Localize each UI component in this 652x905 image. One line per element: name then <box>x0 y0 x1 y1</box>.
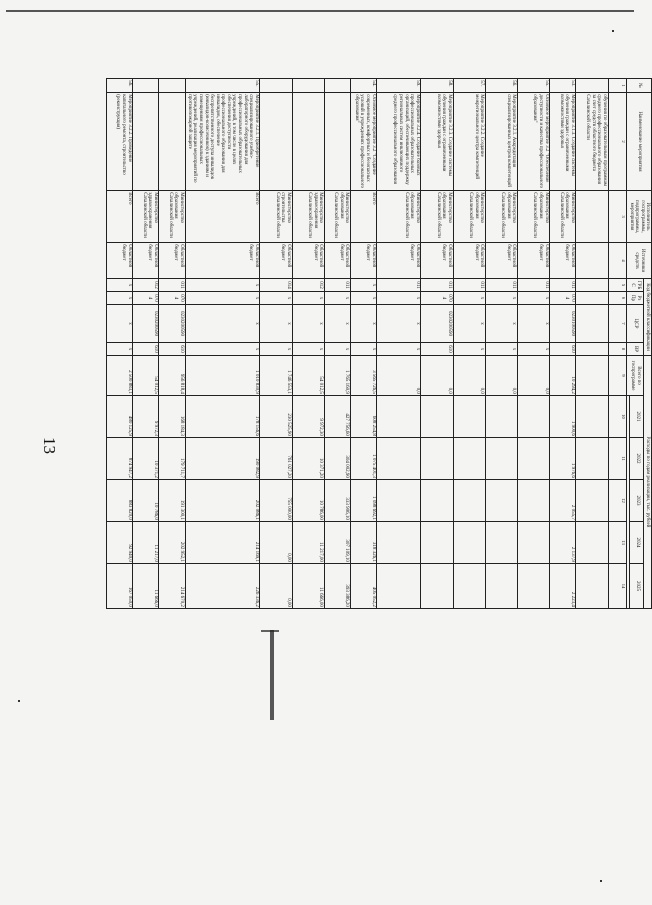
row-2022: 190 082,9 <box>185 438 260 480</box>
row-grbs: 011 <box>485 279 517 292</box>
row-total: 0,0 <box>485 356 517 396</box>
table-row <box>421 79 453 609</box>
row-2022 <box>485 438 517 480</box>
row-total: 1 746 553,1 <box>260 356 292 396</box>
row-total: 1 010 830,9 <box>185 356 260 396</box>
row-grbs <box>576 279 608 292</box>
row-total: 0,0 <box>377 356 421 396</box>
row-total: 0,0 <box>421 356 453 396</box>
row-number: 53. <box>550 79 576 93</box>
table-row <box>159 79 185 609</box>
row-2023: 883 820,0 <box>107 480 133 522</box>
row-source <box>576 243 608 279</box>
row-2022: 179 711,7 <box>159 438 185 480</box>
row-vr: х <box>517 343 549 356</box>
row-number: 54. <box>351 79 377 93</box>
header-spacer <box>627 396 630 609</box>
row-2021: 178 156,6 <box>185 396 260 438</box>
row-source: Областной бюджет <box>292 243 324 279</box>
header-year: 2021 <box>630 396 644 438</box>
row-number <box>576 79 608 93</box>
row-responsible: Министерство образования Сахалинской области <box>159 191 185 243</box>
table-row <box>517 79 549 609</box>
row-name: обучения по образовательным программам среднего профессионального образования за счет средств областного бюджета Сахалинской области <box>576 93 608 191</box>
column-number: 5 <box>608 279 627 292</box>
row-2021: 230 525,90 <box>260 396 292 438</box>
row-source: Областной бюджет <box>485 243 517 279</box>
row-csr: 0230200590 <box>159 305 185 343</box>
row-2025: 11 666,0 <box>133 564 159 609</box>
row-2023: 1 098 692,1 <box>351 480 377 522</box>
row-vr: х <box>485 343 517 356</box>
column-number: 11 <box>608 438 627 480</box>
row-2023: 333 906,10 <box>324 480 350 522</box>
row-source: Областной бюджет <box>185 243 260 279</box>
row-grbs: 011 <box>421 279 453 292</box>
row-2022 <box>377 438 421 480</box>
row-source: Областной бюджет <box>351 243 377 279</box>
row-responsible: Министерство образования Сахалинской области <box>550 191 576 243</box>
scan-speck <box>612 30 614 32</box>
row-source: Областной бюджет <box>377 243 421 279</box>
row-rzpr: 0704 <box>159 292 185 305</box>
row-number: 55. <box>185 79 260 93</box>
row-name: Мероприятие 3.2.1. Аккредитация специализированных центров компетенций <box>485 93 517 191</box>
row-vr: 610 <box>550 343 576 356</box>
row-2024: 318 326,1 <box>351 522 377 564</box>
row-2025: 226 336,2 <box>185 564 260 609</box>
row-2024 <box>421 522 453 564</box>
row-2023: 10 786,00 <box>292 480 324 522</box>
row-2024 <box>485 522 517 564</box>
row-rzpr: 0704 <box>550 292 576 305</box>
row-csr: х <box>453 305 485 343</box>
row-vr: х <box>453 343 485 356</box>
row-csr: х <box>351 305 377 343</box>
column-number: 4 <box>608 243 627 279</box>
column-number: 10 <box>608 396 627 438</box>
header-year: 2023 <box>630 480 644 522</box>
row-2022: 10 371,20 <box>292 438 324 480</box>
row-number <box>159 79 185 93</box>
row-name <box>292 93 324 191</box>
row-2024: 0,00 <box>260 522 292 564</box>
row-2024: 2 137,9 <box>550 522 576 564</box>
column-number: 2 <box>608 93 627 191</box>
row-2021 <box>576 396 608 438</box>
row-vr: х <box>292 343 324 356</box>
row-csr <box>576 305 608 343</box>
row-responsible: Министерство здравоохранения Сахалинской области <box>292 191 324 243</box>
table-row <box>453 79 485 609</box>
row-name: Мероприятие 3.2.1. Приобретение специализированного учебно-лабораторного оборудования для профессиональных образовательных учреждений, в том числе в целях обеспечения доступности профессионального образования для инвалидов, обеспечение беспрепятственного доступа инвалидов (инвалидов-колясочников) к зданиям и помещениям профессиональных учреждений, реализация мероприятий по противопожарной защите <box>185 93 260 191</box>
row-responsible: Всего <box>351 191 377 243</box>
row-total: 0,0 <box>517 356 549 396</box>
row-grbs: х <box>107 279 133 292</box>
row-2024 <box>517 522 549 564</box>
row-rzpr: х <box>292 292 324 305</box>
row-2025 <box>485 564 517 609</box>
row-2024: 202 952,1 <box>159 522 185 564</box>
column-number: 9 <box>608 356 627 396</box>
row-rzpr: х <box>485 292 517 305</box>
row-2022 <box>576 438 608 480</box>
row-2023 <box>453 480 485 522</box>
row-2021 <box>453 396 485 438</box>
row-2025 <box>517 564 549 609</box>
row-2024: 214 169,1 <box>185 522 260 564</box>
row-name <box>324 93 350 191</box>
row-2024: 307 109,10 <box>324 522 350 564</box>
row-number <box>292 79 324 93</box>
row-responsible: Министерство строительства Сахалинской области <box>260 191 292 243</box>
row-2022 <box>517 438 549 480</box>
row-2021: 168 184,3 <box>159 396 185 438</box>
table-row <box>292 79 324 609</box>
row-name: Мероприятие 3.2.2. Проведение капитального ремонта, строительство (реконструкция) <box>107 93 133 191</box>
row-2023: 202 086,1 <box>185 480 260 522</box>
row-responsible: Министерство образования Сахалинской области <box>485 191 517 243</box>
row-2021: 608 254,8 <box>351 396 377 438</box>
row-2024 <box>453 522 485 564</box>
row-total: 956 818,4 <box>159 356 185 396</box>
column-number: 13 <box>608 522 627 564</box>
row-2023: 755 000,00 <box>260 480 292 522</box>
header-spending-group: Расходы по годам реализации, тыс. рублей <box>644 356 652 609</box>
table-row <box>576 79 608 609</box>
row-grbs: 011 <box>453 279 485 292</box>
row-vr: х <box>324 343 350 356</box>
row-number: 58. <box>421 79 453 93</box>
row-rzpr: х <box>185 292 260 305</box>
row-2025: 0,00 <box>260 564 292 609</box>
row-number: 57. <box>453 79 485 93</box>
row-2022: 1 075 401,3 <box>351 438 377 480</box>
row-total: 3 565 726,5 <box>351 356 377 396</box>
row-vr: 610 <box>133 343 159 356</box>
header-grbs: ГРБС <box>627 279 644 292</box>
row-source: Областной бюджет <box>324 243 350 279</box>
row-2025 <box>421 564 453 609</box>
row-2023 <box>421 480 453 522</box>
row-grbs: 011 <box>159 279 185 292</box>
table-row <box>550 79 576 609</box>
row-total <box>576 356 608 396</box>
row-responsible <box>576 191 608 243</box>
table-row <box>260 79 292 609</box>
row-source: Областной бюджет <box>453 243 485 279</box>
row-number <box>260 79 292 93</box>
row-grbs: 014 <box>260 279 292 292</box>
row-2025: 167 050,0 <box>107 564 133 609</box>
table-row <box>377 79 421 609</box>
row-vr: 610 <box>159 343 185 356</box>
row-responsible: Министерство образования Сахалинской области <box>324 191 350 243</box>
row-grbs: 011 <box>324 279 350 292</box>
row-rzpr: х <box>107 292 133 305</box>
row-rzpr: х <box>453 292 485 305</box>
row-total: 0,0 <box>453 356 485 396</box>
row-2024 <box>576 522 608 564</box>
row-2022: 761 027,20 <box>260 438 292 480</box>
row-2025: 214 670,2 <box>159 564 185 609</box>
row-source: Областной бюджет <box>550 243 576 279</box>
row-number <box>133 79 159 93</box>
row-grbs: х <box>351 279 377 292</box>
header-year: 2025 <box>630 564 644 609</box>
row-name: Мероприятие 3.1.3. Создание системы обучения граждан с ограниченными возможностями здоровья <box>550 93 576 191</box>
row-2024: 92 940,0 <box>107 522 133 564</box>
row-csr: х <box>292 305 324 343</box>
header-vr: ВР <box>627 343 644 356</box>
row-number <box>324 79 350 93</box>
column-number: 8 <box>608 343 627 356</box>
row-grbs: 012 <box>133 279 159 292</box>
scan-speck <box>600 880 602 882</box>
row-total: 54 012,5 <box>292 356 324 396</box>
row-2022: 10 371,2 <box>133 438 159 480</box>
row-name <box>159 93 185 191</box>
header-csr: ЦСР <box>627 305 644 343</box>
row-grbs: 012 <box>292 279 324 292</box>
row-source: Областной бюджет <box>421 243 453 279</box>
header-name: Наименование мероприятия <box>627 93 652 191</box>
row-2025 <box>453 564 485 609</box>
row-2025: 393 386,20 <box>324 564 350 609</box>
pen-mark <box>270 630 274 720</box>
row-responsible: Министерство образования Сахалинской области <box>377 191 421 243</box>
row-name: Мероприятие 3.2.4. Создание базовых профессиональных образовательных организаций, обеспечивающих поддержку региональных систем инклюзивного среднего профессионального образования <box>377 93 421 191</box>
row-2022: 1 976,6 <box>550 438 576 480</box>
row-2024 <box>377 522 421 564</box>
row-rzpr <box>576 292 608 305</box>
row-source: Областной бюджет <box>107 243 133 279</box>
rotated-table-wrapper <box>112 78 652 608</box>
row-number: 56. <box>485 79 517 93</box>
row-2022 <box>421 438 453 480</box>
row-rzpr: х <box>324 292 350 305</box>
table-header <box>627 79 652 609</box>
row-2023: 191 300,1 <box>159 480 185 522</box>
row-source: Областной бюджет <box>159 243 185 279</box>
row-responsible: Министерство образования Сахалинской области <box>453 191 485 243</box>
row-grbs: 011 <box>517 279 549 292</box>
row-responsible: Всего <box>107 191 133 243</box>
row-source: Областной бюджет <box>260 243 292 279</box>
row-responsible: Министерство образования Сахалинской области <box>517 191 549 243</box>
column-number-row <box>608 79 627 609</box>
scan-speck <box>18 700 20 702</box>
column-number: 1 <box>608 79 627 93</box>
row-2025 <box>377 564 421 609</box>
row-grbs: 011 <box>550 279 576 292</box>
row-csr: х <box>517 305 549 343</box>
row-2021: 9 972,30 <box>292 396 324 438</box>
row-number: 56. <box>107 79 133 93</box>
row-vr: х <box>260 343 292 356</box>
row-total: 54 012,5 <box>133 356 159 396</box>
row-rzpr: 0704 <box>421 292 453 305</box>
row-rzpr: х <box>351 292 377 305</box>
table-body <box>107 79 627 609</box>
row-csr: 0230200590 <box>133 305 159 343</box>
row-name <box>260 93 292 191</box>
header-num: № <box>627 79 652 93</box>
row-rzpr: х <box>517 292 549 305</box>
column-number: 7 <box>608 305 627 343</box>
row-grbs: 011 <box>377 279 421 292</box>
column-number: 3 <box>608 191 627 243</box>
scan-top-border <box>6 10 634 12</box>
column-number: 6 <box>608 292 627 305</box>
row-2023 <box>517 480 549 522</box>
budget-table <box>106 78 652 609</box>
row-2021 <box>485 396 517 438</box>
row-2025: 405 052,2 <box>351 564 377 609</box>
row-2022: 304 002,90 <box>324 438 350 480</box>
row-vr: х <box>107 343 133 356</box>
row-2024: 11 217,0 <box>133 522 159 564</box>
row-total: 1 765 160,9 <box>324 356 350 396</box>
row-2023 <box>576 480 608 522</box>
row-csr: х <box>107 305 133 343</box>
table-row <box>107 79 133 609</box>
table-row <box>485 79 517 609</box>
row-csr: 0230200590 <box>421 305 453 343</box>
row-csr: х <box>324 305 350 343</box>
row-2023 <box>377 480 421 522</box>
header-rzpr: Рз Пр <box>627 292 644 305</box>
row-source: Областной бюджет <box>133 243 159 279</box>
row-csr: 0230100590 <box>550 305 576 343</box>
table-row <box>351 79 377 609</box>
row-responsible: Министерство образования Сахалинской области <box>421 191 453 243</box>
pen-mark-tick <box>261 630 279 632</box>
table-row <box>324 79 350 609</box>
row-2025 <box>576 564 608 609</box>
row-total: 2 500 883,1 <box>107 356 133 396</box>
row-name: Основное мероприятие 3.2 "Создание современных, комфортных и безопасных условий в учреждениях профессионального образования" <box>351 93 377 191</box>
row-2021: 9 972,3 <box>133 396 159 438</box>
row-csr: х <box>185 305 260 343</box>
row-csr: х <box>377 305 421 343</box>
header-total: Всего по госпрограмме <box>627 356 644 396</box>
header-kbk-group: Код бюджетной классификации <box>644 279 652 356</box>
row-responsible: Министерство здравоохранения Сахалинской области <box>133 191 159 243</box>
row-rzpr: 0704 <box>133 292 159 305</box>
row-2021: 427 756,60 <box>324 396 350 438</box>
row-vr: 610 <box>421 343 453 356</box>
row-csr: х <box>485 305 517 343</box>
row-2025: 11 666,00 <box>292 564 324 609</box>
table-row <box>133 79 159 609</box>
column-number: 14 <box>608 564 627 609</box>
header-responsible: Исполнитель госпрограммы, подпрограммы, мероприятия <box>627 191 652 243</box>
row-2021 <box>517 396 549 438</box>
row-vr: х <box>377 343 421 356</box>
header-year: 2024 <box>630 522 644 564</box>
row-source: Областной бюджет <box>517 243 549 279</box>
row-2025: 2 223,4 <box>550 564 576 609</box>
header-year: 2022 <box>630 438 644 480</box>
row-name: Основное мероприятие 3.2 "Обеспечение доступности и качества профессионального образования" <box>517 93 549 191</box>
header-source: Источники средств <box>627 243 652 279</box>
row-2021: 1 900,6 <box>550 396 576 438</box>
row-vr <box>576 343 608 356</box>
row-2024: 11 217,00 <box>292 522 324 564</box>
row-rzpr: х <box>377 292 421 305</box>
row-2023: 10 786,0 <box>133 480 159 522</box>
row-2021: 480 125,9 <box>107 396 133 438</box>
row-2022 <box>453 438 485 480</box>
row-vr: х <box>351 343 377 356</box>
row-total: 10 294,2 <box>550 356 576 396</box>
page-number: 13 <box>40 437 59 454</box>
row-name <box>133 93 159 191</box>
row-2023 <box>485 480 517 522</box>
row-name: Мероприятие 3.2.3. Создание системы обучения граждан с ограниченными возможностями здоровья <box>421 93 453 191</box>
row-number: 59. <box>377 79 421 93</box>
row-2021 <box>377 396 421 438</box>
row-number: 55. <box>517 79 549 93</box>
row-2023: 2 055,7 <box>550 480 576 522</box>
row-name: Мероприятие 3.2.2. Создание межрегионального центра компетенций <box>453 93 485 191</box>
table-row <box>185 79 260 609</box>
row-grbs: х <box>185 279 260 292</box>
row-responsible: Всего <box>185 191 260 243</box>
row-csr: х <box>260 305 292 343</box>
row-2022: 874 947,2 <box>107 438 133 480</box>
row-rzpr: х <box>260 292 292 305</box>
row-vr: х <box>185 343 260 356</box>
row-2021 <box>421 396 453 438</box>
column-number: 12 <box>608 480 627 522</box>
